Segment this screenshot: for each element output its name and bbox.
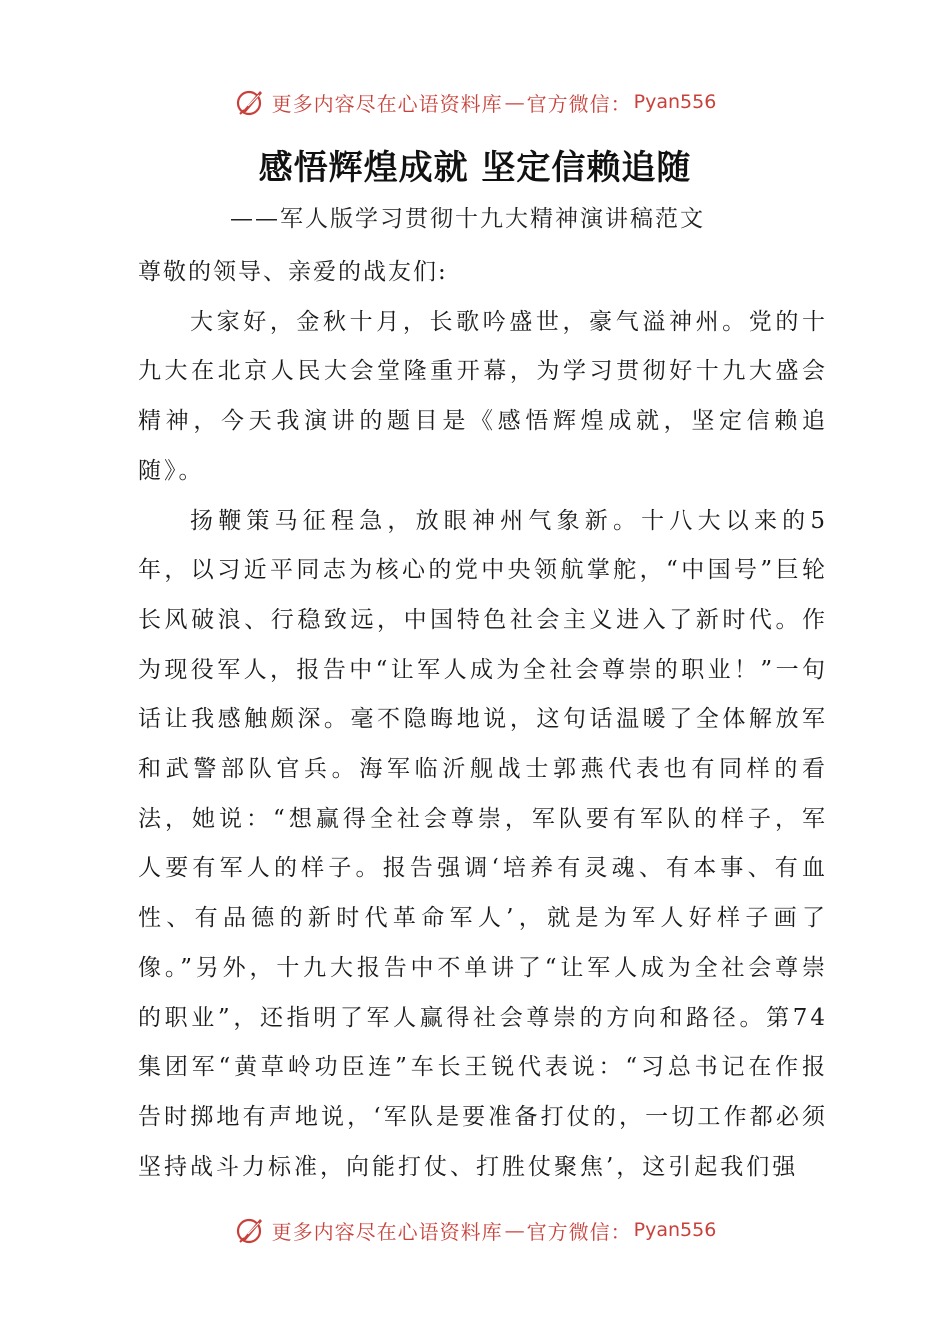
salutation: 尊敬的领导、亲爱的战友们: [138, 259, 448, 285]
banner-wechat-label: 官方微信： [526, 91, 632, 116]
banner-dash: — [504, 90, 525, 114]
header-banner [0, 82, 950, 122]
banner-site-text: 更多内容尽在心语资料库 [271, 1219, 503, 1244]
banner-site-text: 更多内容尽在心语资料库 [271, 91, 503, 116]
document-title: 感悟辉煌成就 坚定信赖追随 [258, 148, 692, 188]
paragraph-1: 大家好，金秋十月，长歌吟盛世，豪气溢神州。党的十九大在北京人民大会堂隆重开幕，为学习贯彻好十九大盛会精神，今天我演讲的题目是《感悟辉煌成就，坚定信赖追随》。 [138, 308, 828, 484]
document-body [138, 248, 828, 1192]
paragraph-2: 扬鞭策马征程急，放眼神州气象新。十八大以来的5年，以习近平同志为核心的党中央领航掌舵，“中国号”巨轮长风破浪、行稳致远，中国特色社会主义进入了新时代。作为现役军人，报告中“让军人成为全社会尊崇的职业！”一句话让我感触颇深。毫不隐晦地说，这句话温暖了全体解放军和武警部队官兵。海军临沂舰战士郭燕代表也有同样的看法，她说：“想赢得全社会尊崇，军队要有军队的样子，军人要有军人的样子。报告强调‘培养有灵魂、有本事、有血性、有品德的新时代革命军人’，就是为军人好样子画了像。”另外，十九大报告中不单讲了“让军人成为全社会尊崇的职业”，还指明了军人赢得社会尊崇的方向和路径。第74集团军“黄草岭功臣连”车长王锐代表说：“习总书记在作报告时掷地有声地说，‘军队是要准备打仗的，一切工作都必须坚持战斗力标准，向能打仗、打胜仗聚焦’，这引起我们强 [138, 507, 828, 1180]
banner-dash: — [504, 1218, 525, 1242]
banner-wechat-id: Pyan556 [633, 1219, 717, 1241]
quill-logo-icon [234, 86, 266, 118]
quill-logo-icon [234, 1214, 266, 1246]
document-subtitle: ——军人版学习贯彻十九大精神演讲稿范文 [230, 206, 705, 232]
footer-banner [0, 1210, 950, 1250]
banner-wechat-label: 官方微信： [526, 1219, 632, 1244]
banner-wechat-id: Pyan556 [633, 91, 717, 113]
